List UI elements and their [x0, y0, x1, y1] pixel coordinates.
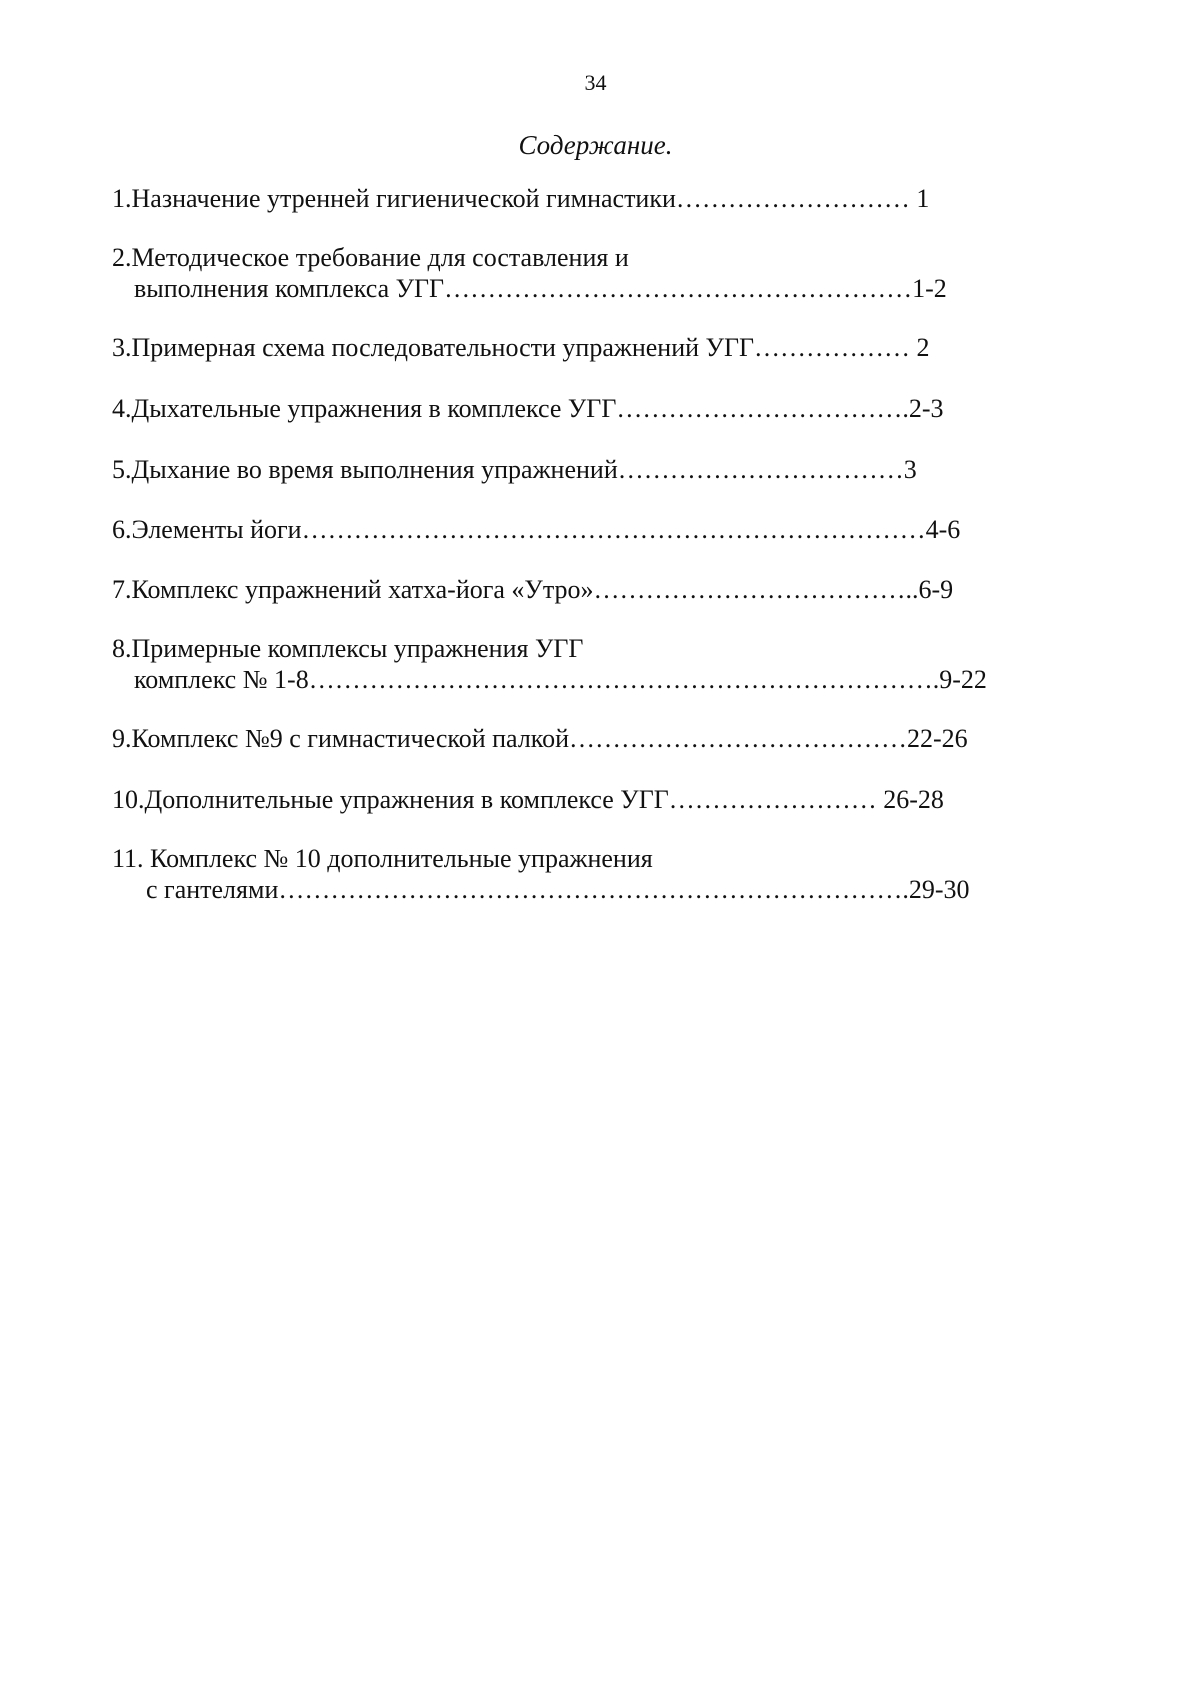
toc-entry-4: 4.Дыхательные упражнения в комплексе УГГ…………………………….2-3	[112, 394, 944, 423]
toc-entry-8-line-1: 8.Примерные комплексы упражнения УГГ	[112, 634, 584, 663]
toc-title: Содержание.	[518, 130, 673, 160]
toc-entry-7: 7.Комплекс упражнений хатха-йога «Утро»………………………………..6-9	[112, 575, 954, 604]
page-number: 34	[584, 70, 607, 95]
toc-entry-9: 9.Комплекс №9 с гимнастической палкой…………………………………22-26	[112, 724, 968, 753]
toc-entry-11-line-1: 11. Комплекс № 10 дополнительные упражнения	[112, 844, 653, 873]
toc-entry-2-line-2: выполнения комплекса УГГ………………………………………………1-2	[134, 274, 947, 303]
toc-entry-8-line-2: комплекс № 1-8……………………………………………………………….9-22	[134, 665, 987, 694]
toc-entry-2-line-1: 2.Методическое требование для составления и	[112, 243, 629, 272]
toc-entry-10: 10.Дополнительные упражнения в комплексе УГГ…………………… 26-28	[112, 785, 944, 814]
toc-entry-3: 3.Примерная схема последовательности упражнений УГГ……………… 2	[112, 333, 930, 362]
toc-entry-5: 5.Дыхание во время выполнения упражнений……………………………3	[112, 455, 917, 484]
toc-entry-1: 1.Назначение утренней гигиенической гимнастики……………………… 1	[112, 184, 930, 213]
toc-entry-11-line-2: с гантелями……………………………………………………………….29-30	[146, 875, 970, 904]
toc-entry-6: 6.Элементы йоги………………………………………………………………4-6	[112, 515, 961, 544]
